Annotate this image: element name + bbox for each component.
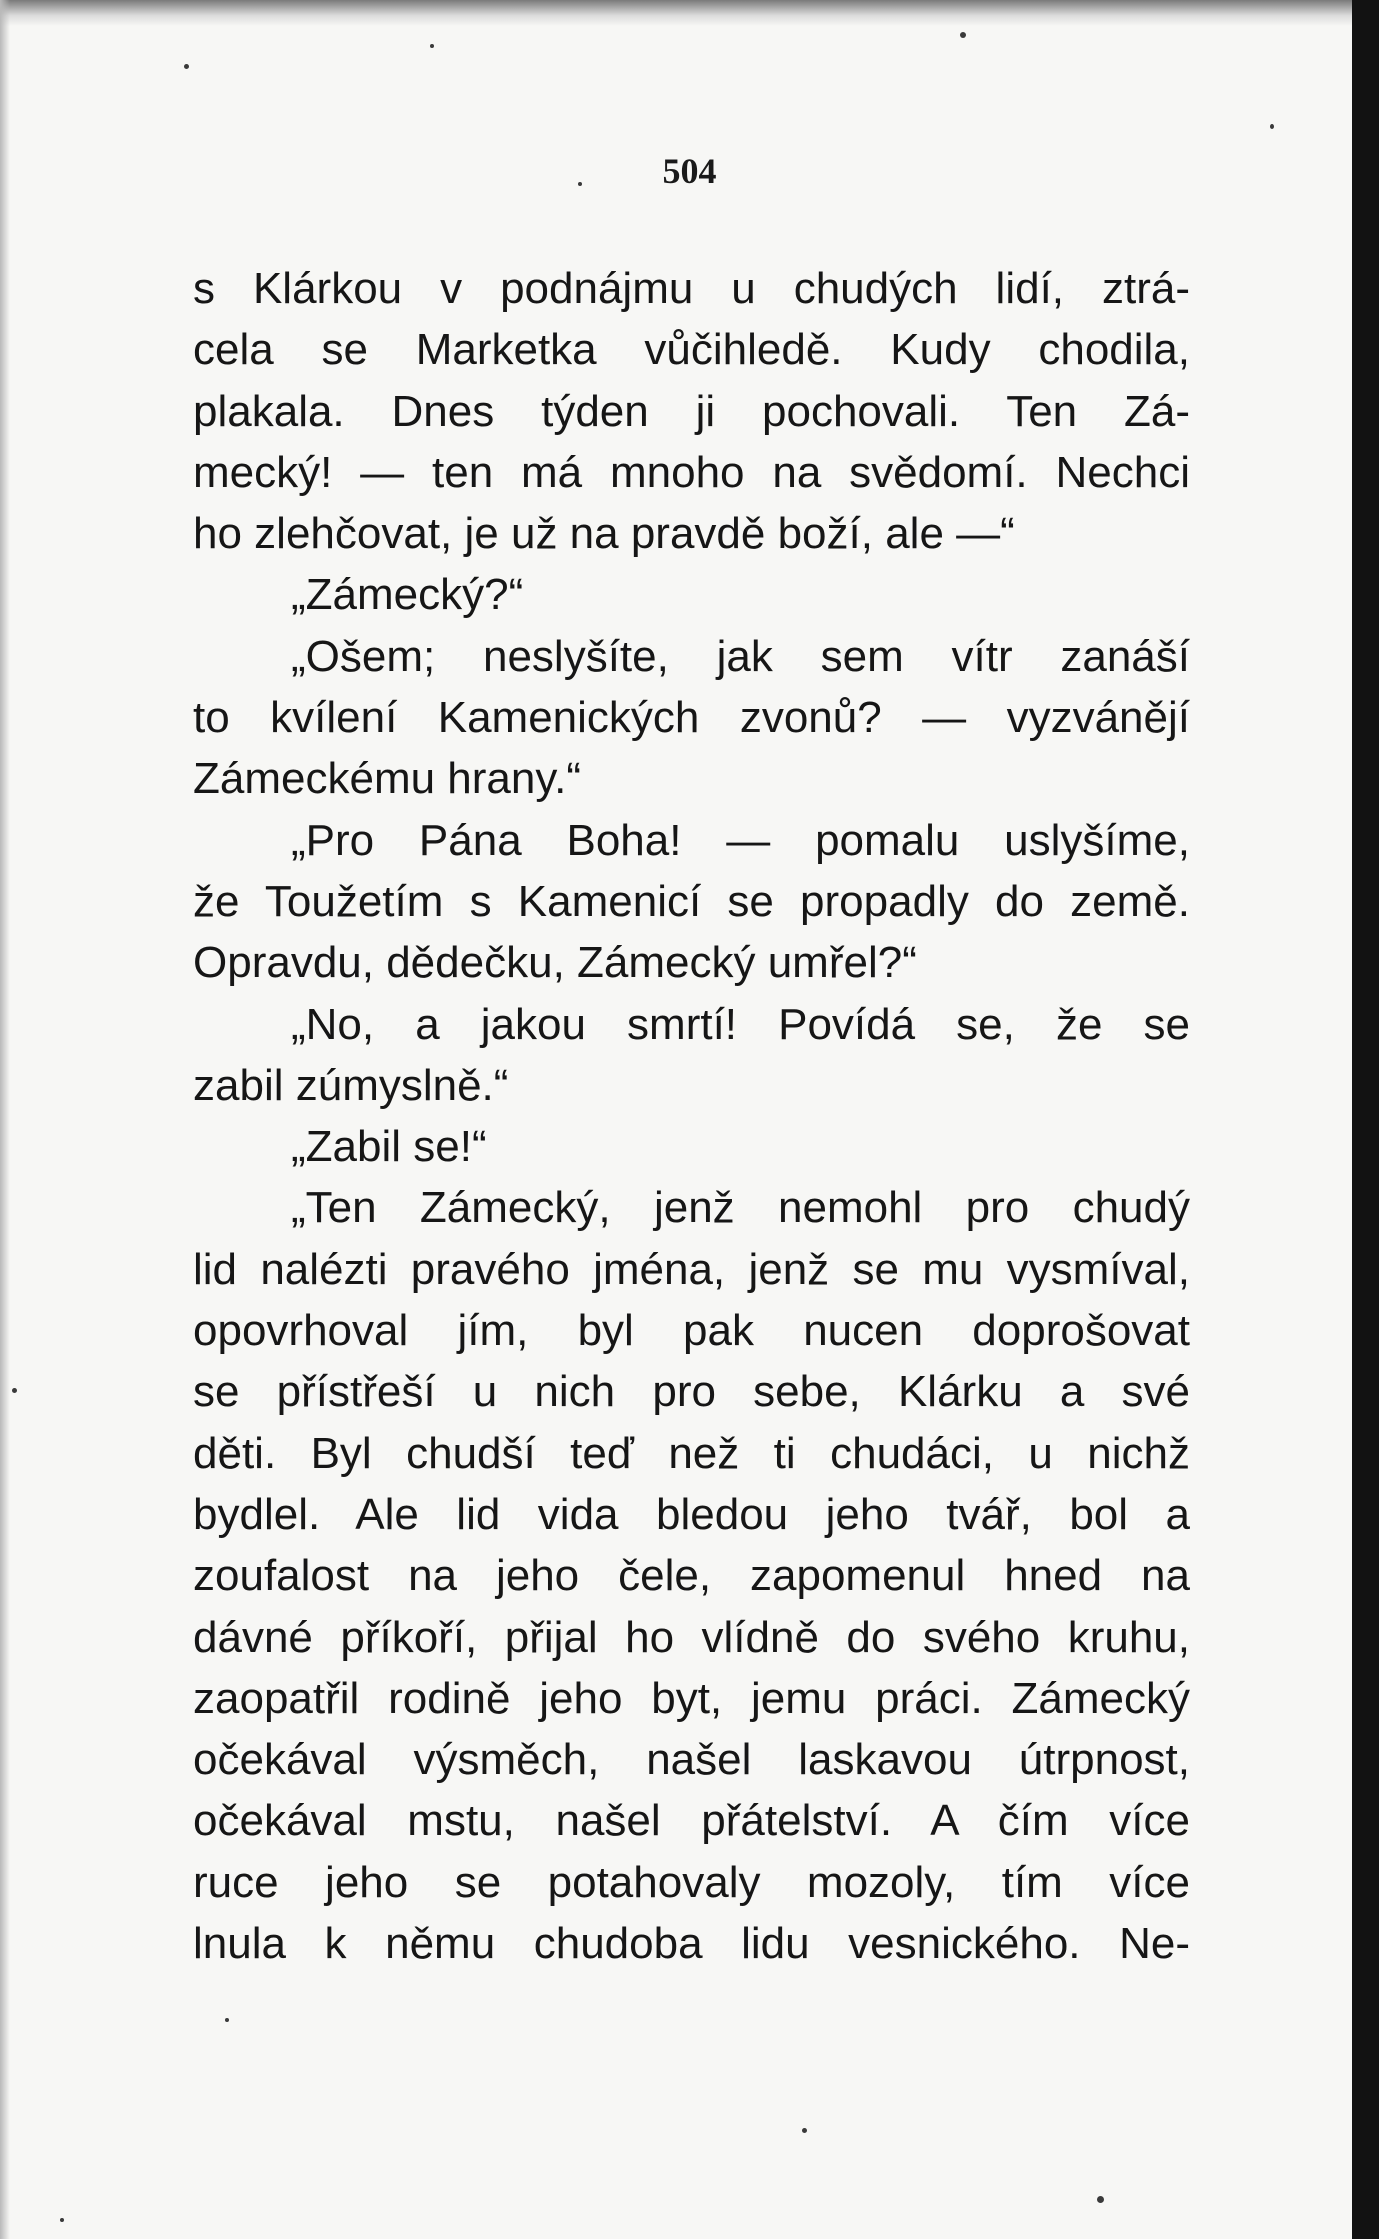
scan-border-right (1352, 0, 1379, 2239)
text-line: opovrhoval jím, byl pak nucen doprošovat (193, 1306, 1190, 1356)
text-line: dávné příkoří, přijal ho vlídně do svého kruhu, (193, 1612, 1190, 1662)
text-line: lnula k němu chudoba lidu vesnického. Ne- (193, 1919, 1190, 1969)
text-line: cela se Marketka vůčihledě. Kudy chodila, (193, 325, 1190, 375)
text-line: zabil zúmyslně.“ (193, 1060, 509, 1110)
text-line: „Zabil se!“ (291, 1122, 487, 1172)
text-line: Opravdu, dědečku, Zámecký umřel?“ (193, 938, 917, 988)
text-line: zoufalost na jeho čele, zapomenul hned na (193, 1551, 1190, 1601)
dust-speck (225, 2018, 229, 2022)
dust-speck (12, 1388, 17, 1393)
text-line: plakala. Dnes týden ji pochovali. Ten Zá- (193, 386, 1190, 436)
dust-speck (60, 2218, 64, 2222)
text-line: „Ten Zámecký, jenž nemohl pro chudý (291, 1183, 1190, 1233)
text-line: „Zámecký?“ (291, 570, 524, 620)
text-line: očekával výsměch, našel laskavou útrpnost, (193, 1735, 1190, 1785)
text-line: ruce jeho se potahovaly mozoly, tím více (193, 1857, 1190, 1907)
dust-speck (1270, 124, 1274, 129)
text-line: to kvílení Kamenických zvonů? — vyzvánějí (193, 693, 1190, 743)
dust-speck (802, 2128, 807, 2133)
page-number: 504 (662, 151, 717, 191)
text-line: „Ošem; neslyšíte, jak sem vítr zanáší (291, 631, 1190, 681)
text-line: děti. Byl chudší teď než ti chudáci, u nichž (193, 1428, 1190, 1478)
dust-speck (430, 44, 434, 48)
scan-shadow-left (0, 0, 10, 2239)
text-line: ho zlehčovat, je už na pravdě boží, ale —“ (193, 509, 1015, 559)
text-line: že Toužetím s Kamenicí se propadly do země. (193, 876, 1190, 926)
text-line: „No, a jakou smrtí! Povídá se, že se (291, 999, 1190, 1049)
text-line: zaopatřil rodině jeho byt, jemu práci. Zámecký (193, 1673, 1190, 1723)
text-line: očekával mstu, našel přátelství. A čím více (193, 1796, 1190, 1846)
dust-speck (1097, 2196, 1104, 2203)
dust-speck (960, 32, 966, 38)
dust-speck (184, 64, 189, 69)
text-line: bydlel. Ale lid vida bledou jeho tvář, bol a (193, 1489, 1190, 1539)
scan-shadow-top (0, 0, 1352, 26)
text-line: Zámeckému hrany.“ (193, 754, 581, 804)
text-line: se přístřeší u nich pro sebe, Klárku a své (193, 1367, 1190, 1417)
text-line: s Klárkou v podnájmu u chudých lidí, ztrá- (193, 264, 1190, 313)
body-text (193, 258, 1190, 1974)
text-line: „Pro Pána Boha! — pomalu uslyšíme, (291, 815, 1190, 865)
text-line: mecký! — ten má mnoho na svědomí. Nechci (193, 447, 1190, 497)
text-line: lid nalézti pravého jména, jenž se mu vysmíval, (193, 1244, 1190, 1294)
